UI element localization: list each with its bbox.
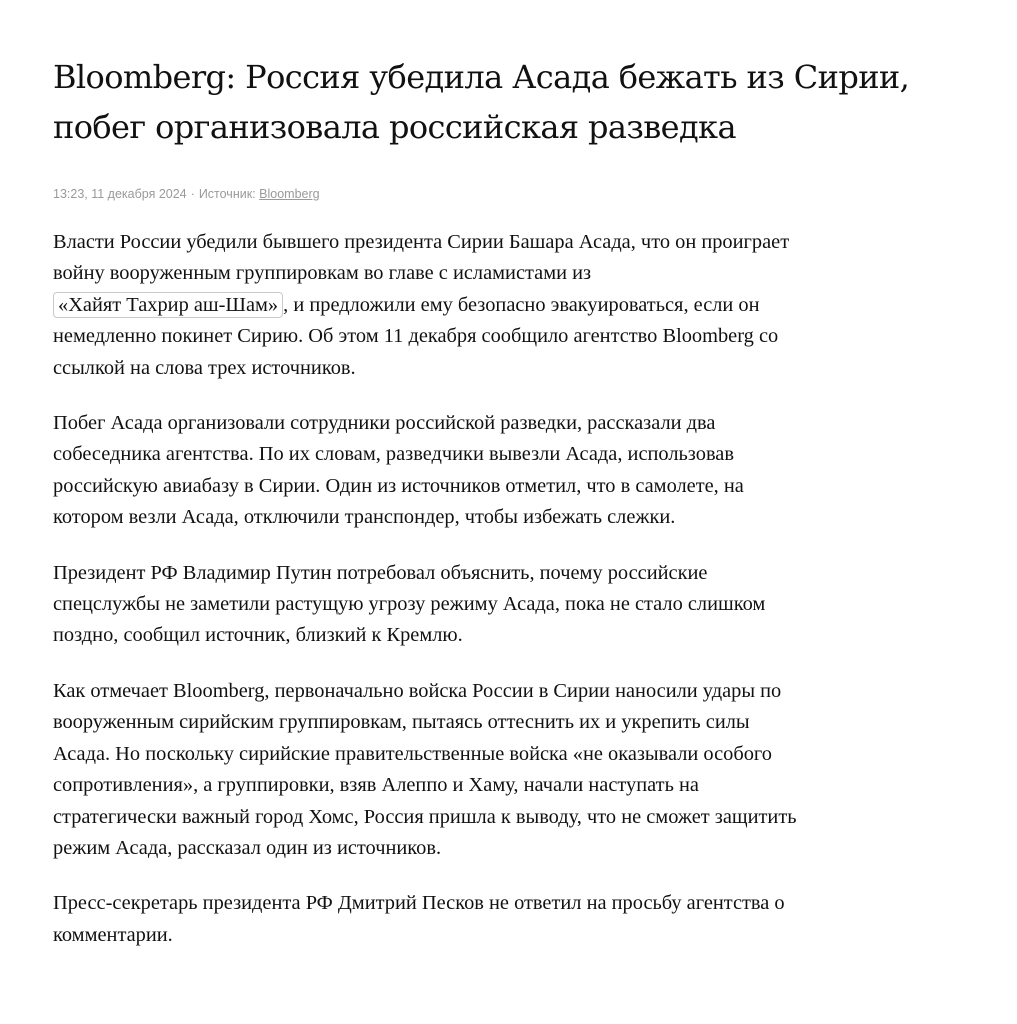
paragraph-3: Президент РФ Владимир Путин потребовал объяснить, почему российские спецслужбы не заметили растущую угрозу режиму Асада, пока не стало слишком поздно, сообщил источник, близкий к Кремлю. (53, 561, 766, 647)
meta-separator: · (190, 187, 195, 201)
paragraph-4: Как отмечает Bloomberg, первоначально войска России в Сирии наносили удары по вооруженным сирийским группировкам, пытаясь оттеснить их и укрепить силы Асада. Но поскольку сирийские правительственные войска «не оказывали особого сопротивления», а группировки, взяв Алеппо и Хаму, начали наступать на стратегически важный город Хомс, Россия пришла к выводу, что не сможет защитить режим Асада, рассказал один из источников. (53, 679, 797, 859)
article-title: Bloomberg: Россия убедила Асада бежать из Сирии, побег организовала российская разведка (53, 58, 910, 146)
article-meta (53, 185, 993, 203)
article-body (53, 227, 798, 951)
paragraph-2: Побег Асада организовали сотрудники российской разведки, рассказали два собеседника агентства. По их словам, разведчики вывезли Асада, использовав российскую авиабазу в Сирии. Один из источников отметил, что в самолете, на котором везли Асада, отключили транспондер, чтобы избежать слежки. (53, 412, 744, 529)
paragraph-1-text-b: , и предложили ему безопасно эвакуироваться, если он немедленно покинет Сирию. Об этом 11 декабря сообщило агентство Bloomberg со ссылкой на слова трех источников. (53, 293, 779, 379)
organization-tag[interactable]: «Хайят Тахрир аш-Шам» (53, 292, 283, 318)
paragraph-1-text-a: Власти России убедили бывшего президента Сирии Башара Асада, что он проиграет войну вооруженным группировкам во главе с исламистами из (53, 231, 790, 285)
source-link[interactable]: Bloomberg (259, 187, 320, 201)
paragraph-1 (53, 227, 798, 384)
article (53, 52, 993, 975)
publish-datetime: 13:23, 11 декабря 2024 (53, 187, 187, 201)
paragraph-5: Пресс-секретарь президента РФ Дмитрий Песков не ответил на просьбу агентства о комментарии. (53, 892, 785, 946)
source-label: Источник: (198, 187, 256, 201)
